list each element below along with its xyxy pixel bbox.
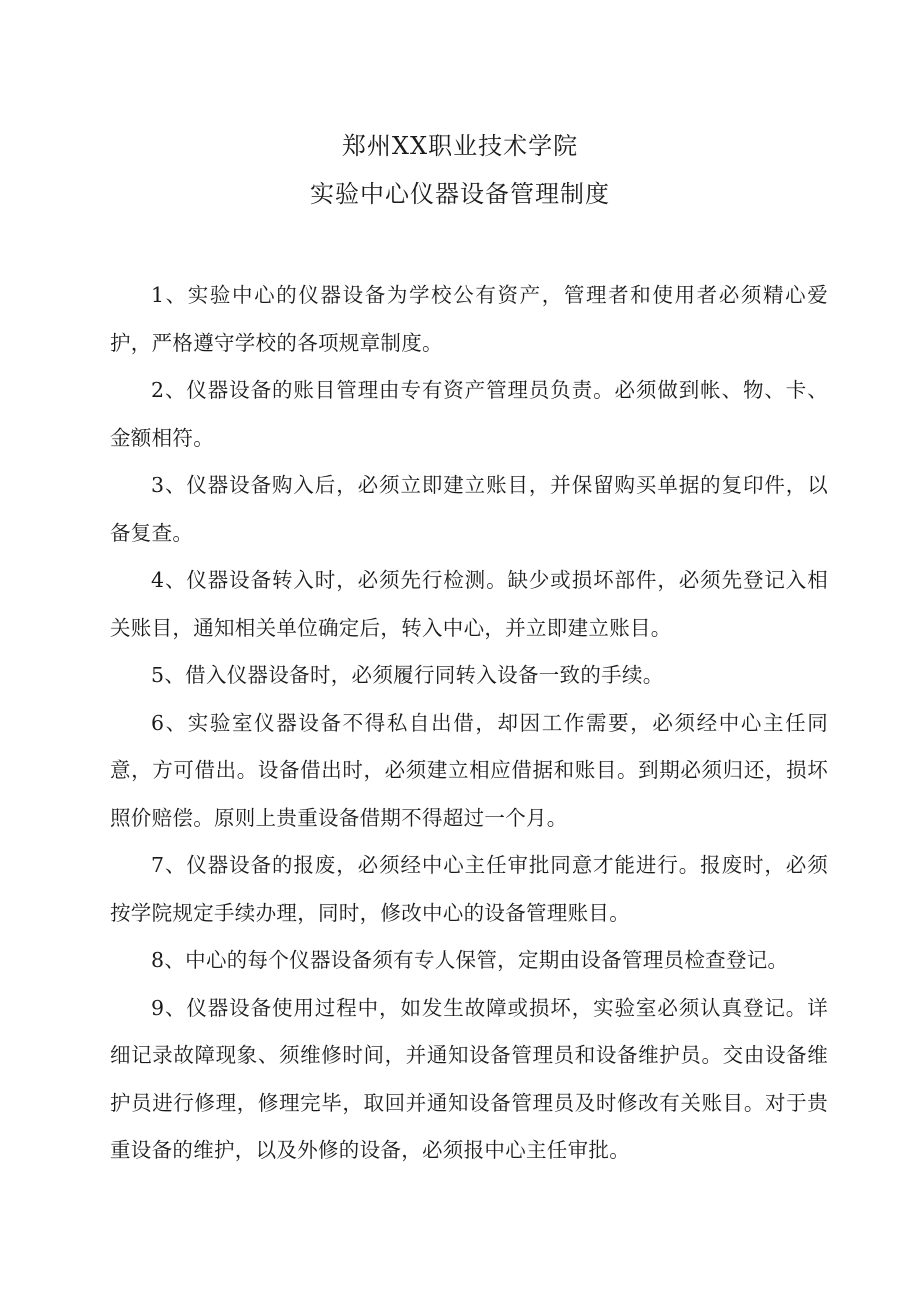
title-block: [0, 122, 920, 218]
paragraph-8: 8、中心的每个仪器设备须有专人保管，定期由设备管理员检查登记。: [151, 948, 789, 972]
paragraph-5: 5、借入仪器设备时，必须履行同转入设备一致的手续。: [151, 663, 664, 687]
document-title-institution: 郑州XX职业技术学院: [341, 132, 579, 160]
document-body: [110, 272, 828, 1175]
paragraph-1: 1、实验中心的仪器设备为学校公有资产，管理者和使用者必须精心爱护，严格遵守学校的各项规章制度。: [110, 283, 828, 355]
paragraph-9: 9、仪器设备使用过程中，如发生故障或损坏，实验室必须认真登记。详细记录故障现象、须维修时间，并通知设备管理员和设备维护员。交由设备维护员进行修理，修理完毕，取回并通知设备管理员及时修改有关账目。对于贵重设备的维护，以及外修的设备，必须报中心主任审批。: [110, 995, 828, 1162]
paragraph-2: 2、仪器设备的账目管理由专有资产管理员负责。必须做到帐、物、卡、金额相符。: [110, 378, 828, 450]
document-title-regulation: 实验中心仪器设备管理制度: [310, 180, 610, 208]
paragraph-6: 6、实验室仪器设备不得私自出借，却因工作需要，必须经中心主任同意，方可借出。设备借出时，必须建立相应借据和账目。到期必须归还，损坏照价赔偿。原则上贵重设备借期不得超过一个月。: [110, 710, 828, 830]
paragraph-7: 7、仪器设备的报废，必须经中心主任审批同意才能进行。报废时，必须按学院规定手续办理，同时，修改中心的设备管理账目。: [110, 853, 828, 925]
paragraph-3: 3、仪器设备购入后，必须立即建立账目，并保留购买单据的复印件，以备复查。: [110, 473, 828, 545]
paragraph-4: 4、仪器设备转入时，必须先行检测。缺少或损坏部件，必须先登记入相关账目，通知相关单位确定后，转入中心，并立即建立账目。: [110, 568, 828, 640]
